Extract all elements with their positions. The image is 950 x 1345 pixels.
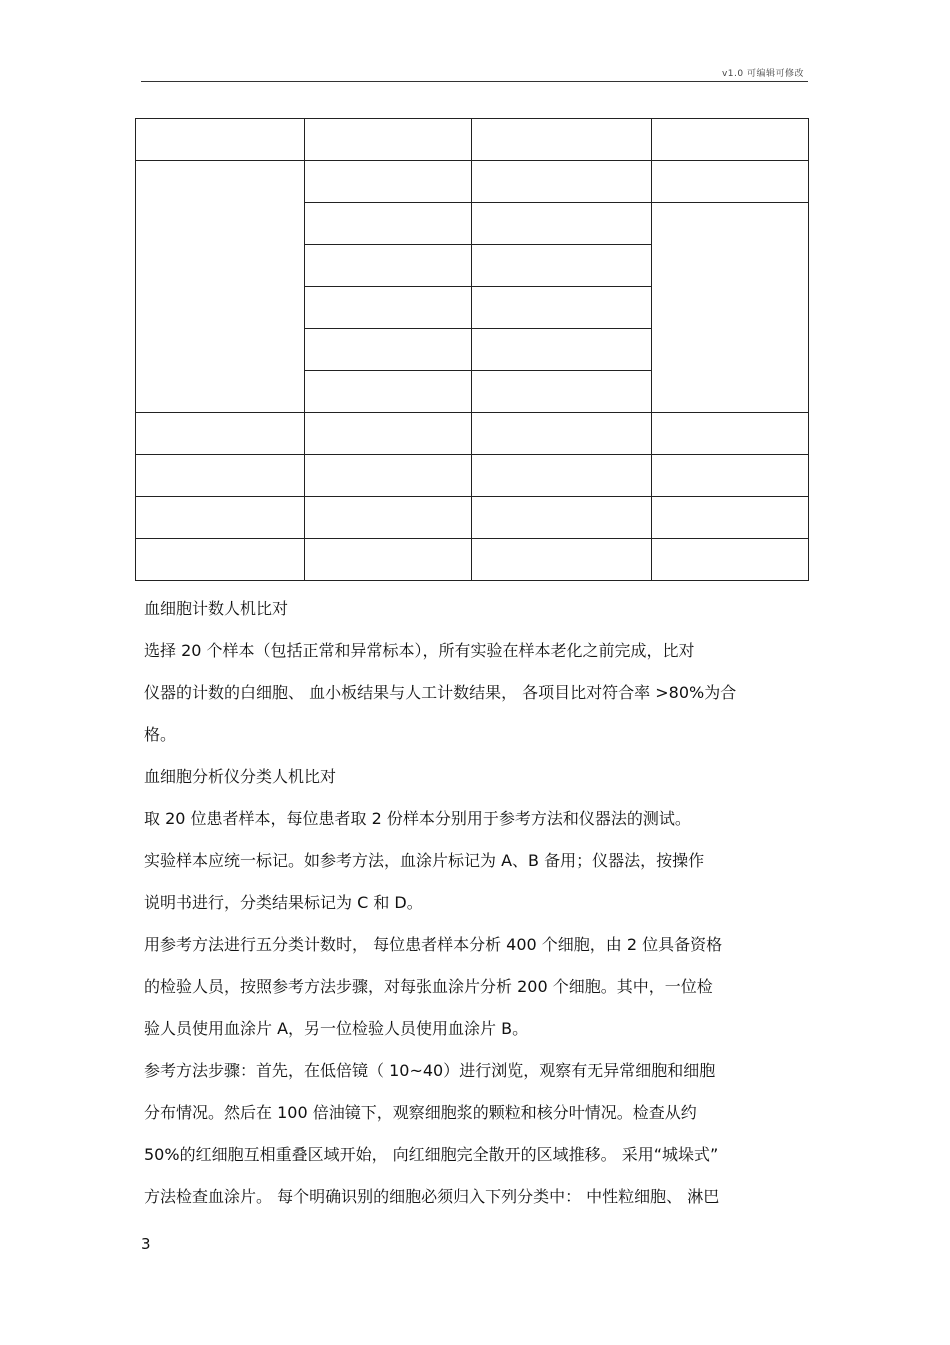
body-line: 实验样本应统一标记。如参考方法，血涂片标记为 A、B 备用；仪器法，按操作 bbox=[144, 851, 705, 870]
table-row bbox=[136, 539, 809, 581]
body-line: 分布情况。然后在 100 倍油镜下，观察细胞浆的颗粒和核分叶情况。检查从约 bbox=[144, 1103, 697, 1122]
empty-table bbox=[135, 118, 809, 581]
table-cell bbox=[652, 539, 809, 581]
body-line: 仪器的计数的白细胞、 血小板结果与人工计数结果， 各项目比对符合率 >80%为合 bbox=[144, 683, 737, 702]
table-row bbox=[136, 455, 809, 497]
table-cell bbox=[305, 245, 472, 287]
table-cell bbox=[472, 119, 652, 161]
table-cell bbox=[136, 539, 305, 581]
body-line: 50%的红细胞互相重叠区域开始， 向红细胞完全散开的区域推移。 采用“城垛式” bbox=[144, 1145, 719, 1164]
table-cell bbox=[472, 161, 652, 203]
table-cell bbox=[136, 455, 305, 497]
table-cell bbox=[472, 371, 652, 413]
header-rule bbox=[141, 81, 808, 82]
table-cell bbox=[652, 161, 809, 203]
table-cell bbox=[136, 119, 305, 161]
body-line: 验人员使用血涂片 A，另一位检验人员使用血涂片 B。 bbox=[144, 1019, 529, 1038]
table-cell bbox=[305, 329, 472, 371]
header-note: 可编辑可修改 bbox=[746, 69, 804, 79]
table-cell bbox=[305, 203, 472, 245]
table-cell bbox=[652, 119, 809, 161]
table-cell bbox=[305, 119, 472, 161]
table-cell bbox=[305, 455, 472, 497]
table-cell bbox=[472, 497, 652, 539]
table-cell bbox=[305, 497, 472, 539]
table-cell bbox=[136, 413, 305, 455]
table-row bbox=[136, 413, 809, 455]
body-line: 选择 20 个样本（包括正常和异常标本），所有实验在样本老化之前完成，比对 bbox=[144, 641, 695, 660]
table-cell bbox=[472, 455, 652, 497]
body-line: 取 20 位患者样本，每位患者取 2 份样本分别用于参考方法和仪器法的测试。 bbox=[144, 809, 691, 828]
table-cell bbox=[652, 413, 809, 455]
table-row bbox=[136, 497, 809, 539]
table-cell-merged bbox=[652, 203, 809, 413]
body-line: 格。 bbox=[144, 725, 177, 744]
table-cell bbox=[472, 287, 652, 329]
table-cell bbox=[472, 413, 652, 455]
table-cell bbox=[305, 371, 472, 413]
table-cell bbox=[472, 539, 652, 581]
table-cell bbox=[472, 329, 652, 371]
table-cell-merged bbox=[136, 161, 305, 413]
table-cell bbox=[305, 413, 472, 455]
body-text bbox=[144, 588, 808, 1218]
body-line: 说明书进行，分类结果标记为 C 和 D。 bbox=[144, 893, 423, 912]
body-line: 用参考方法进行五分类计数时， 每位患者样本分析 400 个细胞，由 2 位具备资格 bbox=[144, 935, 723, 954]
table-cell bbox=[472, 245, 652, 287]
table-row bbox=[136, 119, 809, 161]
table-cell bbox=[305, 539, 472, 581]
table-cell bbox=[652, 497, 809, 539]
header-version: v1.0 bbox=[721, 69, 744, 79]
body-line: 参考方法步骤：首先，在低倍镜（ 10~40）进行浏览，观察有无异常细胞和细胞 bbox=[144, 1061, 716, 1080]
section-heading-classification-comparison: 血细胞分析仪分类人机比对 bbox=[144, 767, 337, 786]
body-line: 方法检查血涂片。 每个明确识别的细胞必须归入下列分类中： 中性粒细胞、 淋巴 bbox=[144, 1187, 720, 1206]
section-heading-cell-count-comparison: 血细胞计数人机比对 bbox=[144, 599, 289, 618]
page-number: 3 bbox=[141, 1235, 151, 1253]
table-row bbox=[136, 161, 809, 203]
table-cell bbox=[472, 203, 652, 245]
table-cell bbox=[305, 287, 472, 329]
header-version-note bbox=[722, 66, 804, 79]
table-cell bbox=[305, 161, 472, 203]
table-cell bbox=[136, 497, 305, 539]
body-line: 的检验人员，按照参考方法步骤，对每张血涂片分析 200 个细胞。其中，一位检 bbox=[144, 977, 713, 996]
table-cell bbox=[652, 455, 809, 497]
